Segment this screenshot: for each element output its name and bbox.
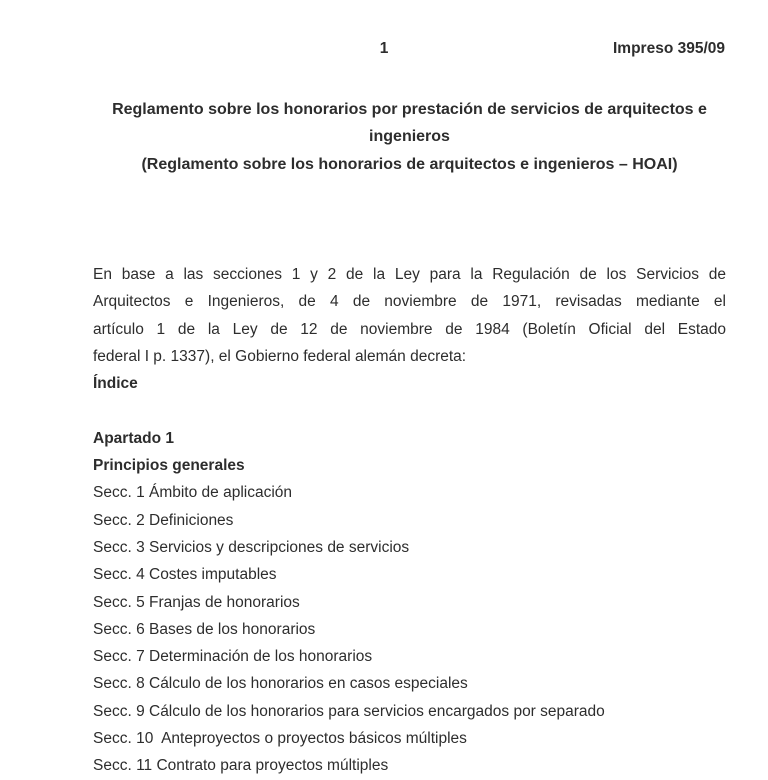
toc-item: Secc. 2 Definiciones	[93, 511, 234, 529]
index-heading: Índice	[93, 375, 138, 393]
imprint-label: Impreso 395/09	[612, 40, 725, 57]
toc-item: Secc. 9 Cálculo de los honorarios para servicios encargados por separado	[93, 702, 605, 720]
toc-item: Secc. 4 Costes imputables	[93, 566, 277, 584]
blank-line	[93, 397, 726, 424]
toc-item: Secc. 10 Anteproyectos o proyectos básicos múltiples	[93, 730, 467, 748]
intro-paragraph-line: federal I p. 1337), el Gobierno federal alemán decreta:	[93, 347, 467, 365]
apartado-title: Principios generales	[93, 457, 245, 475]
title-subtitle: (Reglamento sobre los honorarios de arquitectos e ingenieros – HOAI)	[141, 155, 678, 173]
toc-item: Secc. 5 Franjas de honorarios	[93, 593, 300, 611]
intro-paragraph-line: artículo 1 de la Ley de 12 de noviembre de 1984 (Boletín Oficial del Estado	[93, 320, 726, 338]
document-title	[93, 96, 726, 178]
intro-paragraph-line: En base a las secciones 1 y 2 de la Ley para la Regulación de los Servicios de	[93, 266, 726, 283]
toc-item: Secc. 3 Servicios y descripciones de servicios	[93, 538, 410, 556]
document-body	[93, 261, 726, 780]
page-number: 1	[379, 40, 389, 57]
title-line: ingenieros	[369, 128, 450, 146]
title-line: Reglamento sobre los honorarios por prestación de servicios de arquitectos e	[112, 101, 707, 118]
toc-item: Secc. 1 Ámbito de aplicación	[93, 484, 293, 502]
toc-item: Secc. 6 Bases de los honorarios	[93, 620, 316, 638]
intro-paragraph-line: Arquitectos e Ingenieros, de 4 de noviembre de 1971, revisadas mediante el	[93, 293, 726, 311]
document-header	[0, 39, 768, 59]
toc-item: Secc. 11 Contrato para proyectos múltiples	[93, 757, 389, 775]
toc-item: Secc. 7 Determinación de los honorarios	[93, 648, 373, 666]
toc-item: Secc. 8 Cálculo de los honorarios en casos especiales	[93, 675, 468, 693]
apartado-label: Apartado 1	[93, 429, 174, 447]
